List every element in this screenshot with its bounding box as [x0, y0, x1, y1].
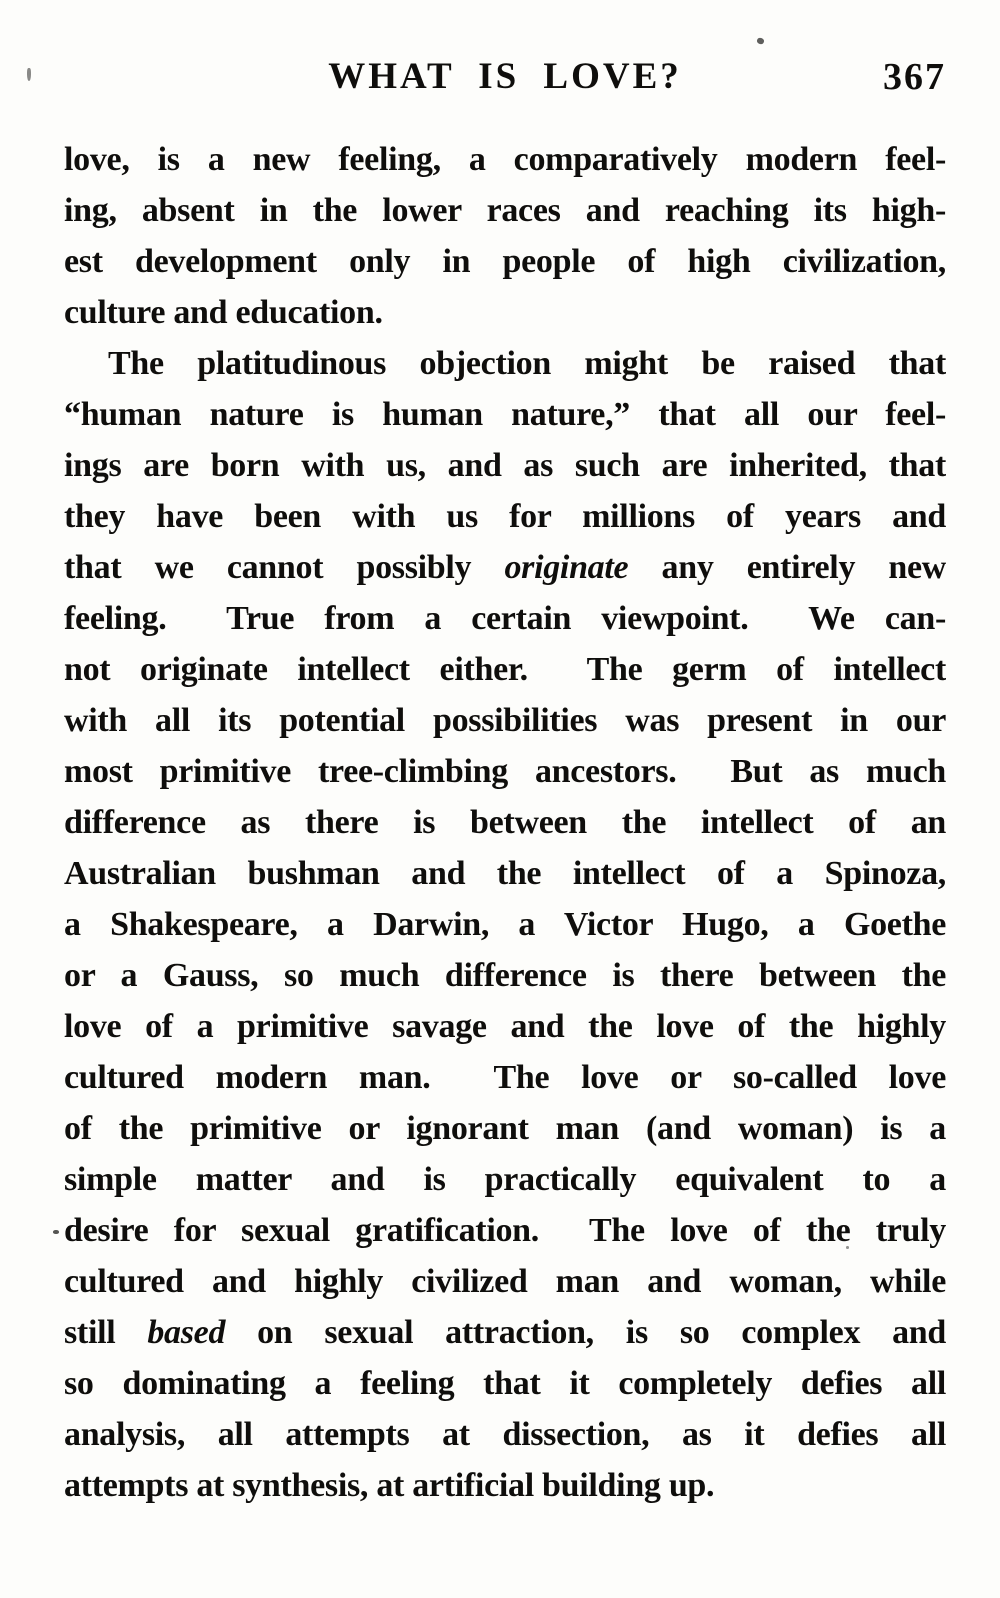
- text-line: [64, 644, 946, 695]
- text-segment: on sexual attraction, is so complex and: [225, 1314, 946, 1351]
- text-segment: any entirely new: [628, 549, 946, 586]
- text-segment: desire for sexual gratification. The love of the truly: [64, 1212, 946, 1249]
- scan-artifact: [27, 68, 31, 81]
- text-line: [64, 950, 946, 1001]
- text-segment: difference as there is between the intellect of an: [64, 804, 946, 841]
- text-segment: of the primitive or ignorant man (and woman) is a: [64, 1110, 946, 1147]
- text-line: [64, 389, 946, 440]
- text-line: [64, 542, 946, 593]
- text-segment: culture and education.: [64, 294, 383, 331]
- scan-artifact: [53, 1230, 59, 1234]
- text-segment: est development only in people of high civilization,: [64, 243, 946, 280]
- text-segment: attempts at synthesis, at artificial building up.: [64, 1467, 715, 1504]
- paragraph: [64, 134, 946, 338]
- text-line: [64, 1154, 946, 1205]
- text-line: [64, 1052, 946, 1103]
- text-segment: not originate intellect either. The germ of intellect: [64, 651, 946, 688]
- page-body: [64, 134, 946, 1511]
- text-segment: “human nature is human nature,” that all our feel-: [64, 396, 946, 433]
- text-segment: or a Gauss, so much difference is there between the: [64, 957, 946, 994]
- text-line: [64, 440, 946, 491]
- text-line: [64, 491, 946, 542]
- text-line: [64, 1307, 946, 1358]
- text-line: [64, 1205, 946, 1256]
- text-segment: they have been with us for millions of years and: [64, 498, 946, 535]
- text-line: [64, 899, 946, 950]
- text-segment: Australian bushman and the intellect of a Spinoza,: [64, 855, 946, 892]
- running-head: [64, 54, 946, 100]
- text-segment: ing, absent in the lower races and reaching its high-: [64, 192, 946, 229]
- emphasized-text: based: [147, 1314, 226, 1351]
- text-segment: simple matter and is practically equivalent to a: [64, 1161, 946, 1198]
- text-line: [64, 236, 946, 287]
- text-line: [64, 848, 946, 899]
- text-line: [64, 746, 946, 797]
- text-line: [64, 695, 946, 746]
- page-number: 367: [883, 56, 946, 98]
- text-segment: cultured and highly civilized man and woman, while: [64, 1263, 946, 1300]
- text-line: [64, 1358, 946, 1409]
- page-title: WHAT IS LOVE?: [328, 56, 682, 97]
- text-segment: most primitive tree-climbing ancestors. But as much: [64, 753, 946, 790]
- text-segment: a Shakespeare, a Darwin, a Victor Hugo, a Goethe: [64, 906, 946, 943]
- scan-artifact: [756, 37, 765, 45]
- text-segment: The platitudinous objection might be raised that: [108, 345, 946, 382]
- text-line: [64, 593, 946, 644]
- text-line: [64, 1256, 946, 1307]
- text-column: [64, 54, 946, 1511]
- text-segment: cultured modern man. The love or so-called love: [64, 1059, 946, 1096]
- text-line: [64, 287, 946, 338]
- text-segment: analysis, all attempts at dissection, as it defies all: [64, 1416, 946, 1453]
- text-line: [64, 134, 946, 185]
- text-segment: with all its potential possibilities was present in our: [64, 702, 946, 739]
- text-segment: ings are born with us, and as such are inherited, that: [64, 447, 946, 484]
- text-line: [64, 1409, 946, 1460]
- text-segment: that we cannot possibly: [64, 549, 505, 586]
- text-segment: love, is a new feeling, a comparatively modern feel-: [64, 141, 946, 178]
- text-segment: love of a primitive savage and the love of the highly: [64, 1008, 946, 1045]
- text-line: [64, 338, 946, 389]
- text-segment: so dominating a feeling that it completely defies all: [64, 1365, 946, 1402]
- text-line: [64, 1460, 946, 1511]
- text-segment: still: [64, 1314, 148, 1351]
- text-line: [64, 1103, 946, 1154]
- text-line: [64, 1001, 946, 1052]
- text-line: [64, 797, 946, 848]
- text-line: [64, 185, 946, 236]
- text-segment: feeling. True from a certain viewpoint. We can-: [64, 600, 946, 637]
- paragraph: [64, 338, 946, 1511]
- emphasized-text: originate: [504, 549, 629, 586]
